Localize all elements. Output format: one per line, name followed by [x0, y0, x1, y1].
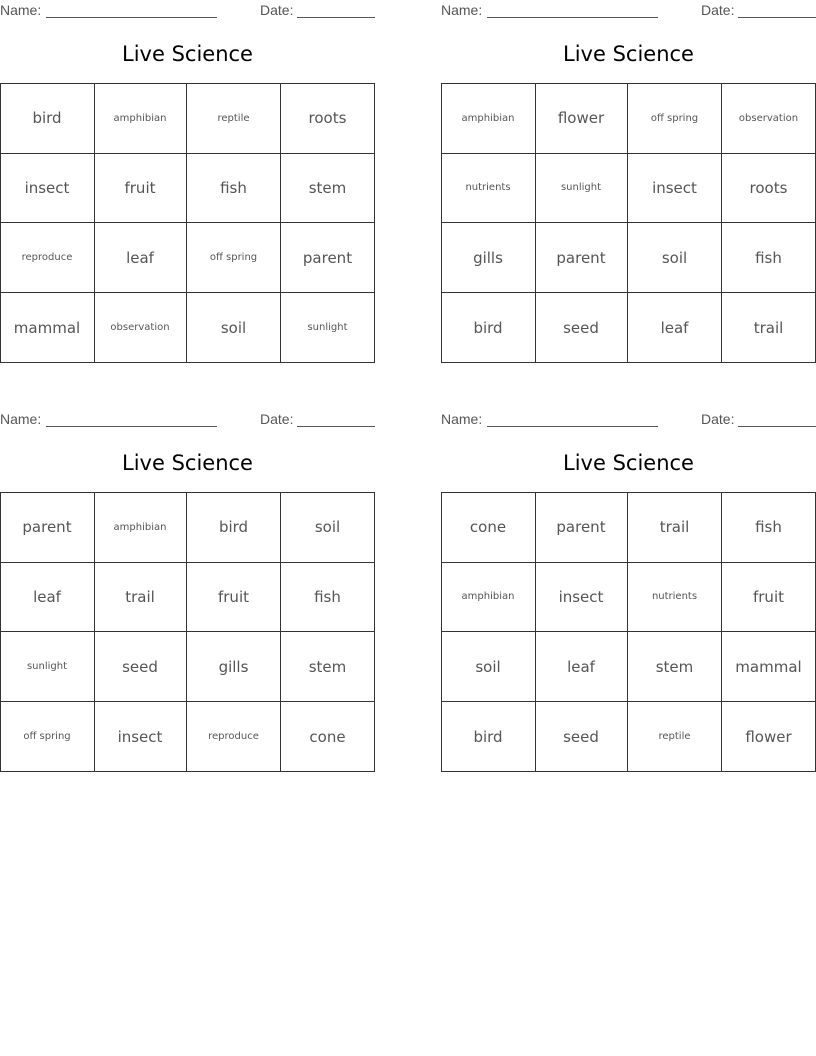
bingo-cell: amphibian — [94, 492, 187, 563]
bingo-cell: amphibian — [441, 562, 536, 632]
bingo-cell: gills — [441, 223, 536, 293]
name-line — [487, 426, 658, 427]
bingo-cell: nutrients — [628, 562, 722, 632]
bingo-cell: leaf — [94, 223, 187, 293]
bingo-card-3 — [0, 409, 375, 774]
bingo-cell: flower — [722, 702, 816, 772]
bingo-cell: soil — [187, 293, 281, 363]
bingo-cell: sunlight — [281, 293, 375, 363]
bingo-grid — [0, 492, 375, 772]
bingo-cell: mammal — [722, 632, 816, 702]
date-line — [738, 17, 816, 18]
card-title: Live Science — [122, 451, 253, 475]
name-line — [487, 17, 658, 18]
name-date-row — [441, 2, 816, 20]
name-date-row — [0, 2, 375, 20]
date-label: Date: — [260, 411, 294, 427]
date-line — [297, 426, 375, 427]
bingo-cell: gills — [187, 632, 281, 702]
bingo-cell: sunlight — [535, 153, 628, 223]
bingo-cell: insect — [628, 153, 722, 223]
bingo-cell: trail — [722, 293, 816, 363]
name-label: Name: — [0, 2, 42, 18]
bingo-card-4 — [441, 409, 816, 774]
bingo-cell: cone — [441, 492, 536, 563]
bingo-cell: bird — [441, 702, 536, 772]
bingo-grid — [441, 492, 816, 772]
bingo-cell: fruit — [94, 153, 187, 223]
bingo-cell: cone — [281, 702, 375, 772]
bingo-cell: leaf — [0, 562, 95, 632]
bingo-cell: roots — [281, 83, 375, 154]
bingo-cell: soil — [281, 492, 375, 563]
bingo-cell: parent — [535, 492, 628, 563]
date-label: Date: — [260, 2, 294, 18]
name-line — [46, 426, 217, 427]
date-line — [297, 17, 375, 18]
bingo-cell: trail — [94, 562, 187, 632]
bingo-cell: reptile — [628, 702, 722, 772]
name-date-row — [441, 411, 816, 429]
bingo-cell: bird — [187, 492, 281, 563]
bingo-cell: parent — [535, 223, 628, 293]
bingo-cell: insect — [94, 702, 187, 772]
bingo-cell: bird — [441, 293, 536, 363]
name-label: Name: — [441, 2, 483, 18]
bingo-cell: stem — [281, 153, 375, 223]
bingo-cell: stem — [628, 632, 722, 702]
bingo-cell: observation — [94, 293, 187, 363]
bingo-cell: seed — [535, 293, 628, 363]
bingo-cell: leaf — [535, 632, 628, 702]
bingo-cell: observation — [722, 83, 816, 154]
bingo-grid — [0, 83, 375, 363]
bingo-cell: amphibian — [94, 83, 187, 154]
bingo-cell: mammal — [0, 293, 95, 363]
name-line — [46, 17, 217, 18]
bingo-cell: leaf — [628, 293, 722, 363]
card-title: Live Science — [122, 42, 253, 66]
name-date-row — [0, 411, 375, 429]
bingo-cell: fish — [187, 153, 281, 223]
bingo-card-1 — [0, 0, 375, 365]
bingo-cell: reptile — [187, 83, 281, 154]
bingo-cell: reproduce — [187, 702, 281, 772]
bingo-cell: seed — [535, 702, 628, 772]
date-label: Date: — [701, 2, 735, 18]
bingo-cell: fish — [722, 223, 816, 293]
bingo-cell: parent — [281, 223, 375, 293]
bingo-cell: off spring — [628, 83, 722, 154]
date-label: Date: — [701, 411, 735, 427]
bingo-cell: fruit — [187, 562, 281, 632]
bingo-cell: roots — [722, 153, 816, 223]
card-title: Live Science — [563, 451, 694, 475]
bingo-cell: amphibian — [441, 83, 536, 154]
bingo-cell: sunlight — [0, 632, 95, 702]
bingo-cell: soil — [441, 632, 536, 702]
bingo-cell: trail — [628, 492, 722, 563]
bingo-cell: soil — [628, 223, 722, 293]
bingo-cell: reproduce — [0, 223, 95, 293]
bingo-cell: parent — [0, 492, 95, 563]
bingo-cell: insect — [0, 153, 95, 223]
bingo-cell: stem — [281, 632, 375, 702]
bingo-cell: insect — [535, 562, 628, 632]
card-title: Live Science — [563, 42, 694, 66]
bingo-cell: seed — [94, 632, 187, 702]
bingo-cell: fish — [281, 562, 375, 632]
bingo-cell: nutrients — [441, 153, 536, 223]
bingo-cell: fruit — [722, 562, 816, 632]
bingo-cell: bird — [0, 83, 95, 154]
name-label: Name: — [0, 411, 42, 427]
bingo-cell: off spring — [0, 702, 95, 772]
bingo-cell: fish — [722, 492, 816, 563]
date-line — [738, 426, 816, 427]
bingo-cell: off spring — [187, 223, 281, 293]
bingo-grid — [441, 83, 816, 363]
name-label: Name: — [441, 411, 483, 427]
bingo-card-2 — [441, 0, 816, 365]
bingo-cell: flower — [535, 83, 628, 154]
